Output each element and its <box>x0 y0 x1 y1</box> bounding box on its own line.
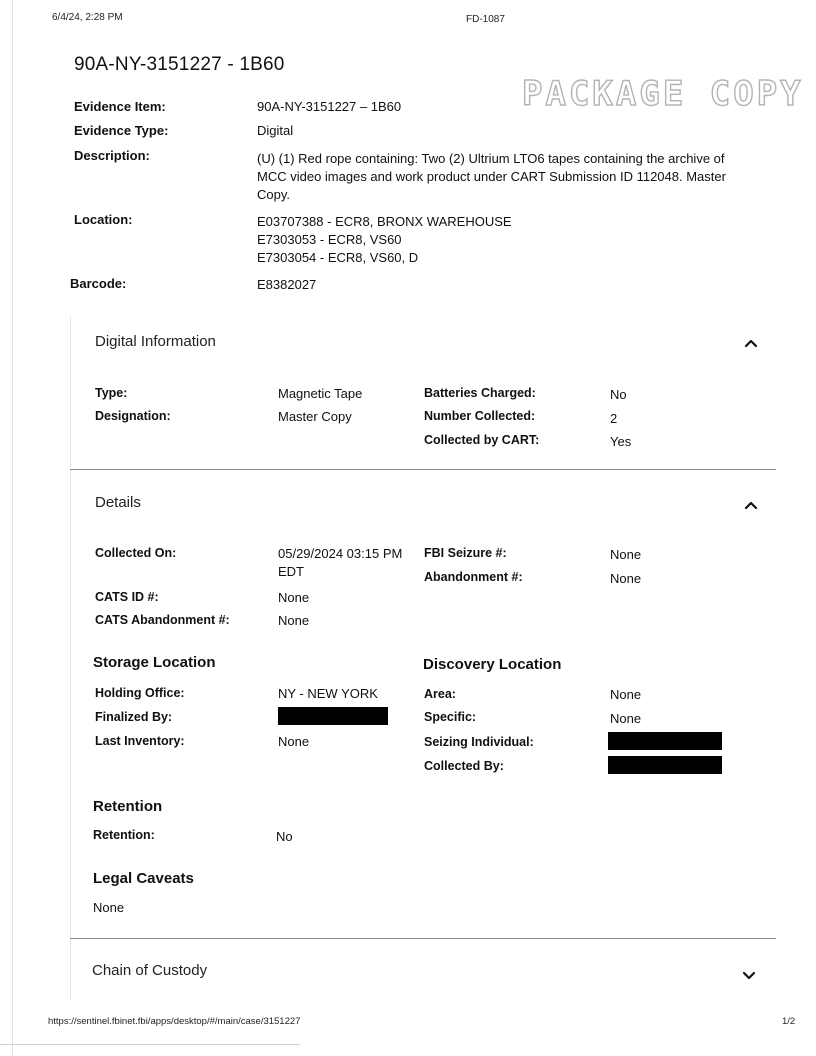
page-edge-line <box>12 0 13 1056</box>
cats-abandonment-value: None <box>278 613 310 628</box>
designation-label: Designation: <box>95 409 171 423</box>
collected-on-datetime: 05/29/2024 03:15 PM <box>278 546 403 561</box>
collected-by-cart-label: Collected by CART: <box>424 433 540 447</box>
barcode-value: E8382027 <box>257 277 317 292</box>
chevron-down-icon[interactable] <box>740 966 758 984</box>
fbi-seizure-value: None <box>610 547 642 562</box>
location-line: E03707388 - ECR8, BRONX WAREHOUSE <box>257 214 512 229</box>
description-line: (U) (1) Red rope containing: Two (2) Ultrium LTO6 tapes containing the archive of <box>257 151 725 166</box>
discovery-location-heading: Discovery Location <box>423 656 562 673</box>
evidence-item-value: 90A-NY-3151227 – 1B60 <box>257 99 402 114</box>
number-collected-label: Number Collected: <box>424 409 536 423</box>
package-copy-stamp: PACKAGE COPY <box>522 74 804 114</box>
description-line: MCC video images and work product under CART Submission ID 112048. Master <box>257 169 726 184</box>
specific-label: Specific: <box>424 710 477 724</box>
page-url: https://sentinel.fbinet.fbi/apps/desktop/#/main/case/3151227 <box>48 1016 301 1027</box>
cats-id-label: CATS ID #: <box>95 590 159 604</box>
evidence-type-label: Evidence Type: <box>74 123 169 138</box>
cats-abandonment-label: CATS Abandonment #: <box>95 613 230 627</box>
designation-value: Master Copy <box>278 409 352 424</box>
number-collected-value: 2 <box>610 411 618 426</box>
description-value <box>257 150 777 204</box>
collected-by-cart-value: Yes <box>610 434 632 449</box>
batteries-charged-value: No <box>610 387 627 402</box>
cats-id-value: None <box>278 590 310 605</box>
details-card <box>70 470 777 938</box>
redacted-finalized-by <box>278 707 388 725</box>
seizing-individual-label: Seizing Individual: <box>424 735 534 749</box>
last-inventory-label: Last Inventory: <box>95 734 185 748</box>
chain-of-custody-title: Chain of Custody <box>92 962 208 979</box>
redacted-collected-by <box>608 756 722 774</box>
details-title: Details <box>95 494 141 511</box>
retention-heading: Retention <box>93 798 163 815</box>
case-title: 90A-NY-3151227 - 1B60 <box>74 54 285 75</box>
print-date: 6/4/24, 2:28 PM <box>52 12 123 23</box>
bottom-rule <box>0 1044 300 1045</box>
holding-office-label: Holding Office: <box>95 686 185 700</box>
redacted-seizing-individual <box>608 732 722 750</box>
page-number: 1/2 <box>782 1016 796 1027</box>
finalized-by-label: Finalized By: <box>95 710 173 724</box>
description-label: Description: <box>74 148 150 163</box>
fbi-seizure-label: FBI Seizure #: <box>424 546 507 560</box>
holding-office-value: NY - NEW YORK <box>278 686 378 701</box>
collected-on-value <box>278 545 402 581</box>
collected-on-timezone: EDT <box>278 564 304 579</box>
abandonment-label: Abandonment #: <box>424 570 523 584</box>
abandonment-value: None <box>610 571 642 586</box>
collected-on-label: Collected On: <box>95 546 177 560</box>
specific-value: None <box>610 711 642 726</box>
chevron-up-icon[interactable] <box>742 334 760 352</box>
legal-caveats-heading: Legal Caveats <box>93 870 194 887</box>
evidence-item-label: Evidence Item: <box>74 99 166 114</box>
barcode-label: Barcode: <box>70 276 127 291</box>
type-value: Magnetic Tape <box>278 386 363 401</box>
location-label: Location: <box>74 212 133 227</box>
collected-by-label: Collected By: <box>424 759 504 773</box>
digital-information-title: Digital Information <box>95 333 216 350</box>
last-inventory-value: None <box>278 734 310 749</box>
legal-caveats-value: None <box>93 900 125 915</box>
chevron-up-icon[interactable] <box>742 496 760 514</box>
location-value <box>257 213 512 267</box>
location-line: E7303054 - ECR8, VS60, D <box>257 250 419 265</box>
batteries-charged-label: Batteries Charged: <box>424 386 536 400</box>
area-value: None <box>610 687 642 702</box>
evidence-type-value: Digital <box>257 123 294 138</box>
description-line: Copy. <box>257 187 290 202</box>
location-line: E7303053 - ECR8, VS60 <box>257 232 402 247</box>
form-number: FD-1087 <box>466 14 505 25</box>
retention-label: Retention: <box>93 828 155 842</box>
retention-value: No <box>276 829 293 844</box>
type-label: Type: <box>95 386 128 400</box>
area-label: Area: <box>424 687 456 701</box>
storage-location-heading: Storage Location <box>93 654 216 671</box>
